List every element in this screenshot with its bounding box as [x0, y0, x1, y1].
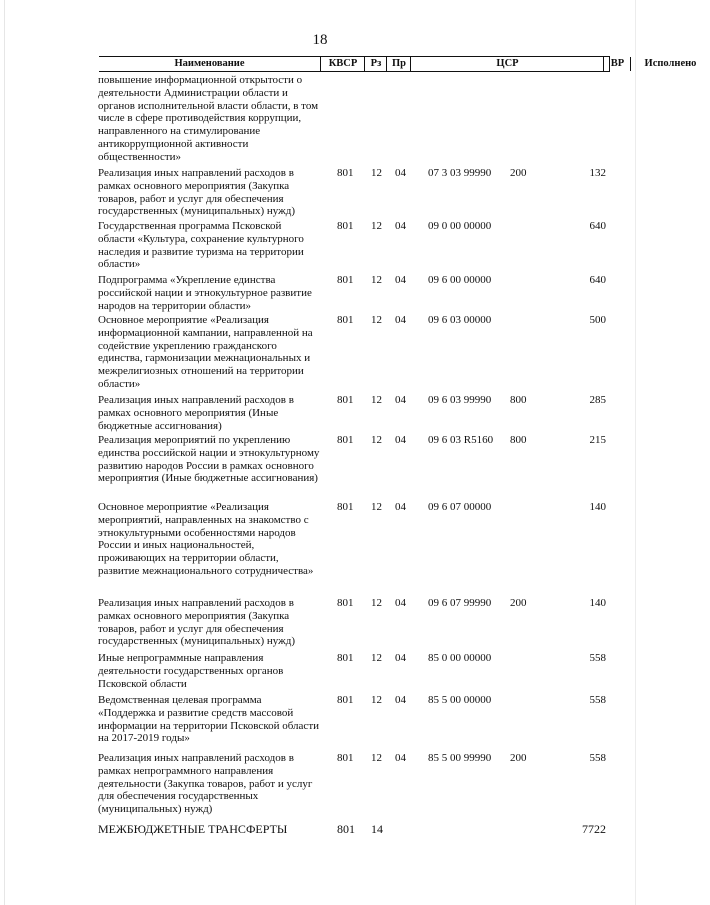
row-vr: 200	[510, 752, 527, 764]
row-kvsr: 801	[337, 274, 354, 286]
row-csr: 09 6 07 00000	[428, 501, 492, 513]
row-rz: 12	[371, 752, 382, 764]
row-csr: 09 6 03 00000	[428, 314, 492, 326]
row-name: Основное мероприятие «Реализация мероприятий, направленных на знакомство с этнокультурными особенностями народов России и иных национальностей, проживающих на территории области, развитие межнационального сотрудничества»	[98, 501, 314, 577]
row-executed: 640	[589, 274, 606, 286]
row-pr: 04	[395, 314, 406, 326]
row-pr: 04	[395, 274, 406, 286]
row-executed: 7722	[582, 822, 606, 836]
row-kvsr: 801	[337, 597, 354, 609]
row-csr: 09 6 03 R5160	[428, 434, 494, 446]
row-vr: 200	[510, 597, 527, 609]
header-name: Наименование	[174, 58, 245, 69]
row-kvsr: 801	[337, 501, 354, 513]
row-csr: 85 5 00 00000	[428, 694, 492, 706]
row-name: Государственная программа Псковской области «Культура, сохранение культурного наследия и развитие туризма на территории области»	[98, 220, 304, 271]
row-pr: 04	[395, 501, 406, 513]
row-csr: 85 0 00 00000	[428, 652, 492, 664]
row-executed: 558	[589, 752, 606, 764]
row-executed: 558	[589, 694, 606, 706]
row-rz: 12	[371, 167, 382, 179]
page-number: 18	[312, 32, 328, 48]
row-rz: 12	[371, 501, 382, 513]
row-name: МЕЖБЮДЖЕТНЫЕ ТРАНСФЕРТЫ	[98, 822, 288, 836]
row-pr: 04	[395, 652, 406, 664]
row-kvsr: 801	[337, 394, 354, 406]
row-rz: 12	[371, 274, 382, 286]
row-executed: 215	[589, 434, 606, 446]
row-kvsr: 801	[337, 694, 354, 706]
row-name: Основное мероприятие «Реализация информационной кампании, направленной на содействие укреплению гражданского единства, гармонизации межнациональных и межрелигиозных отношений на территории области»	[98, 314, 313, 390]
row-kvsr: 801	[337, 167, 354, 179]
row-rz: 12	[371, 652, 382, 664]
row-pr: 04	[395, 752, 406, 764]
row-pr: 04	[395, 394, 406, 406]
header-executed: Исполнено	[630, 57, 710, 71]
row-rz: 12	[371, 314, 382, 326]
row-csr: 09 6 03 99990	[428, 394, 492, 406]
row-executed: 140	[589, 597, 606, 609]
row-vr: 200	[510, 167, 527, 179]
row-name: Реализация иных направлений расходов в рамках основного мероприятия (Закупка товаров, работ и услуг для обеспечения государственных (муниципальных) нужд)	[98, 167, 295, 218]
row-kvsr: 801	[337, 822, 355, 836]
row-csr: 09 0 00 00000	[428, 220, 492, 232]
row-kvsr: 801	[337, 652, 354, 664]
row-name: Реализация иных направлений расходов в рамках основного мероприятия (Закупка товаров, работ и услуг для обеспечения государственных (муниципальных) нужд)	[98, 597, 295, 648]
row-pr: 04	[395, 220, 406, 232]
row-pr: 04	[395, 597, 406, 609]
row-pr: 04	[395, 694, 406, 706]
row-executed: 500	[589, 314, 606, 326]
row-executed: 285	[589, 394, 606, 406]
scan-edge-left	[4, 0, 5, 905]
row-name: Иные непрограммные направления деятельности государственных органов Псковской области	[98, 652, 284, 690]
row-rz: 12	[371, 434, 382, 446]
row-name: Ведомственная целевая программа «Поддержка и развитие средств массовой информации на территории Псковской области на 2017-2019 годы»	[98, 694, 320, 745]
header-rz: Рз	[364, 57, 387, 71]
row-name: Реализация иных направлений расходов в рамках основного мероприятия (Иные бюджетные ассигнования)	[98, 394, 294, 432]
row-vr: 800	[510, 434, 527, 446]
header-kvsr: КВСР	[320, 57, 365, 71]
row-rz: 14	[371, 822, 383, 836]
row-name: Подпрограмма «Укрепление единства российской нации и этнокультурное развитие народов на территории области»	[98, 274, 312, 312]
row-csr: 09 6 07 99990	[428, 597, 492, 609]
row-rz: 12	[371, 597, 382, 609]
row-rz: 12	[371, 220, 382, 232]
row-executed: 140	[589, 501, 606, 513]
row-name: Реализация мероприятий по укреплению единства российской нации и этнокультурному развитию народов России в рамках основного мероприятия (Иные бюджетные ассигнования)	[98, 434, 320, 485]
table-header	[99, 56, 697, 72]
row-vr: 800	[510, 394, 527, 406]
row-name: повышение информационной открытости о деятельности Администрации области и органов исполнительной власти области, в том числе в сфере противодействия коррупции, направленного на стимулирование антикоррупционной активности общественности»	[98, 74, 319, 163]
row-executed: 558	[589, 652, 606, 664]
row-csr: 09 6 00 00000	[428, 274, 492, 286]
row-pr: 04	[395, 167, 406, 179]
row-kvsr: 801	[337, 752, 354, 764]
header-csr: ЦСР	[410, 57, 604, 71]
row-rz: 12	[371, 694, 382, 706]
row-executed: 132	[589, 167, 606, 179]
row-rz: 12	[371, 394, 382, 406]
row-name: Реализация иных направлений расходов в рамках непрограммного направления деятельности (Закупка товаров, работ и услуг для обеспечения государственных (муниципальных) нужд)	[98, 752, 313, 816]
row-kvsr: 801	[337, 434, 354, 446]
header-pr: Пр	[386, 57, 411, 71]
row-kvsr: 801	[337, 314, 354, 326]
row-pr: 04	[395, 434, 406, 446]
scan-edge-right	[635, 0, 636, 905]
row-kvsr: 801	[337, 220, 354, 232]
row-csr: 07 3 03 99990	[428, 167, 492, 179]
row-executed: 640	[589, 220, 606, 232]
header-vr: ВР	[603, 57, 631, 71]
row-csr: 85 5 00 99990	[428, 752, 492, 764]
